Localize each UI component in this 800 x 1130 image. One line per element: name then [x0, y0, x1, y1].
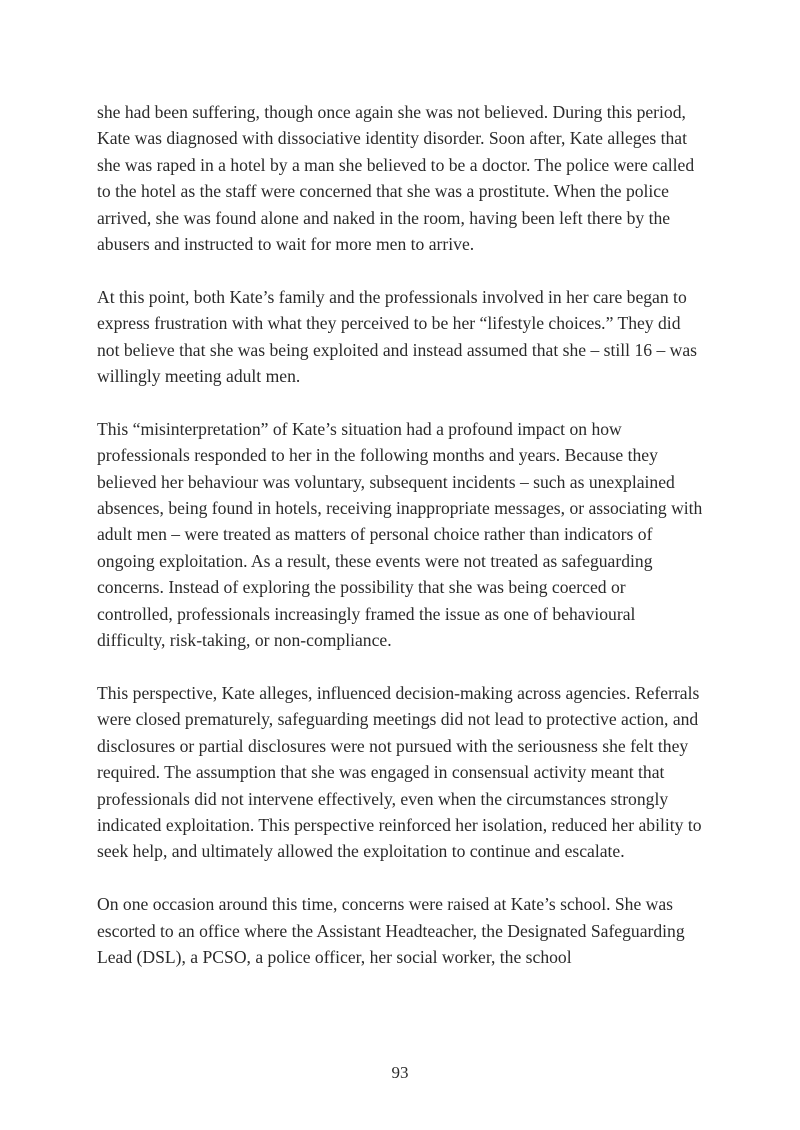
- paragraph: At this point, both Kate’s family and the professionals involved in her care began to express frustration with what they perceived to be her “lifestyle choices.” They did not believe that she was being exploited and instead assumed that she – still 16 – was willingly meeting adult men.: [97, 286, 698, 387]
- paragraph: she had been suffering, though once again she was not believed. During this period, Kate was diagnosed with dissociative identity disorder. Soon after, Kate alleges that she was raped in a hotel by a man she believed to be a doctor. The police were called to the hotel as the staff were concerned that she was a prostitute. When the police arrived, she was found alone and naked in the room, having been left there by the abusers and instructed to wait for more men to arrive.: [97, 102, 695, 255]
- paragraph: This perspective, Kate alleges, influenced decision-making across agencies. Referrals were closed prematurely, safeguarding meetings did not lead to protective action, and disclosures or partial disclosures were not pursued with the seriousness she felt they required. The assumption that she was engaged in consensual activity meant that professionals did not intervene effectively, even when the circumstances strongly indicated exploitation. This perspective reinforced her isolation, reduced her ability to seek help, and ultimately allowed the exploitation to continue and escalate.: [97, 682, 702, 862]
- paragraph: This “misinterpretation” of Kate’s situation had a profound impact on how professionals responded to her in the following months and years. Because they believed her behaviour was voluntary, subsequent incidents – such as unexplained absences, being found in hotels, receiving inappropriate messages, or associating with adult men – were treated as matters of personal choice rather than indicators of ongoing exploitation. As a result, these events were not treated as safeguarding concerns. Instead of exploring the possibility that she was being coerced or controlled, professionals increasingly framed the issue as one of behavioural difficulty, risk-taking, or non-compliance.: [97, 418, 703, 651]
- paragraph: On one occasion around this time, concerns were raised at Kate’s school. She was escorted to an office where the Assistant Headteacher, the Designated Safeguarding Lead (DSL), a PCSO, a police officer, her social worker, the school: [97, 894, 685, 967]
- body-text: [97, 99, 703, 970]
- page-number: 93: [391, 1063, 409, 1082]
